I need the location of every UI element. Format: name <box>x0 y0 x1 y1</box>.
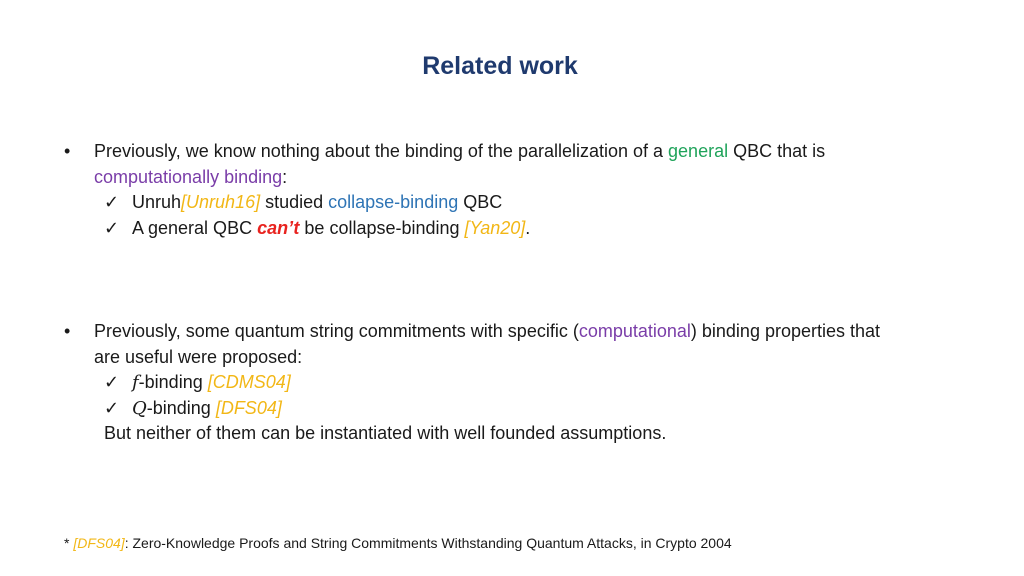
text-run: -binding <box>146 397 216 418</box>
text-run: A general QBC <box>132 217 258 238</box>
math-symbol: Q <box>132 397 147 419</box>
citation: [Unruh16] <box>181 192 261 212</box>
footnote <box>64 535 732 551</box>
citation: [DFS04] <box>73 535 125 551</box>
footnote-text: : Zero-Knowledge Proofs and String Commitments Withstanding Quantum Attacks, in Crypto 2004 <box>124 535 732 551</box>
check-item <box>64 216 974 242</box>
checkmark-icon: ✓ <box>104 397 120 418</box>
highlight-general: general <box>668 141 729 161</box>
text-run: QBC that is <box>728 141 826 161</box>
text-run: Unruh <box>132 192 182 212</box>
text-run: Previously, some quantum string commitments with specific ( <box>94 321 579 341</box>
section-string-commitments <box>64 319 974 447</box>
highlight-computationally-binding: computationally binding <box>94 166 283 187</box>
text-run: . <box>525 217 531 238</box>
highlight-computational: computational <box>578 321 691 341</box>
checkmark-icon: ✓ <box>104 192 120 212</box>
check-item <box>64 396 974 422</box>
text-run: Previously, we know nothing about the binding of the parallelization of a <box>94 141 669 161</box>
check-item <box>64 190 974 216</box>
bullet-icon: • <box>64 141 71 161</box>
check-item <box>64 370 974 396</box>
checkmark-icon: ✓ <box>104 372 120 392</box>
text-run: are useful were proposed: <box>94 346 303 367</box>
slide-title: Related work <box>422 52 578 80</box>
bullet-icon: • <box>64 321 71 341</box>
text-run: : <box>282 166 288 187</box>
highlight-cant: can’t <box>257 217 300 238</box>
text-run: ) binding properties that <box>690 321 881 341</box>
citation: [Yan20] <box>464 217 526 238</box>
conclusion-text: But neither of them can be instantiated with well founded assumptions. <box>104 423 667 443</box>
math-symbol: f <box>132 372 139 393</box>
citation: [DFS04] <box>215 397 282 418</box>
highlight-collapse-binding: collapse-binding <box>328 192 459 212</box>
text-run: -binding <box>138 372 208 392</box>
bullet-item <box>64 139 974 190</box>
text-run: studied <box>260 192 329 212</box>
section-binding-parallelization <box>64 139 974 241</box>
text-run: be collapse-binding <box>299 217 465 238</box>
checkmark-icon: ✓ <box>104 217 120 238</box>
footnote-star: * <box>64 535 74 551</box>
text-run: QBC <box>458 192 503 212</box>
citation: [CDMS04] <box>207 372 291 392</box>
bullet-item <box>64 319 974 370</box>
